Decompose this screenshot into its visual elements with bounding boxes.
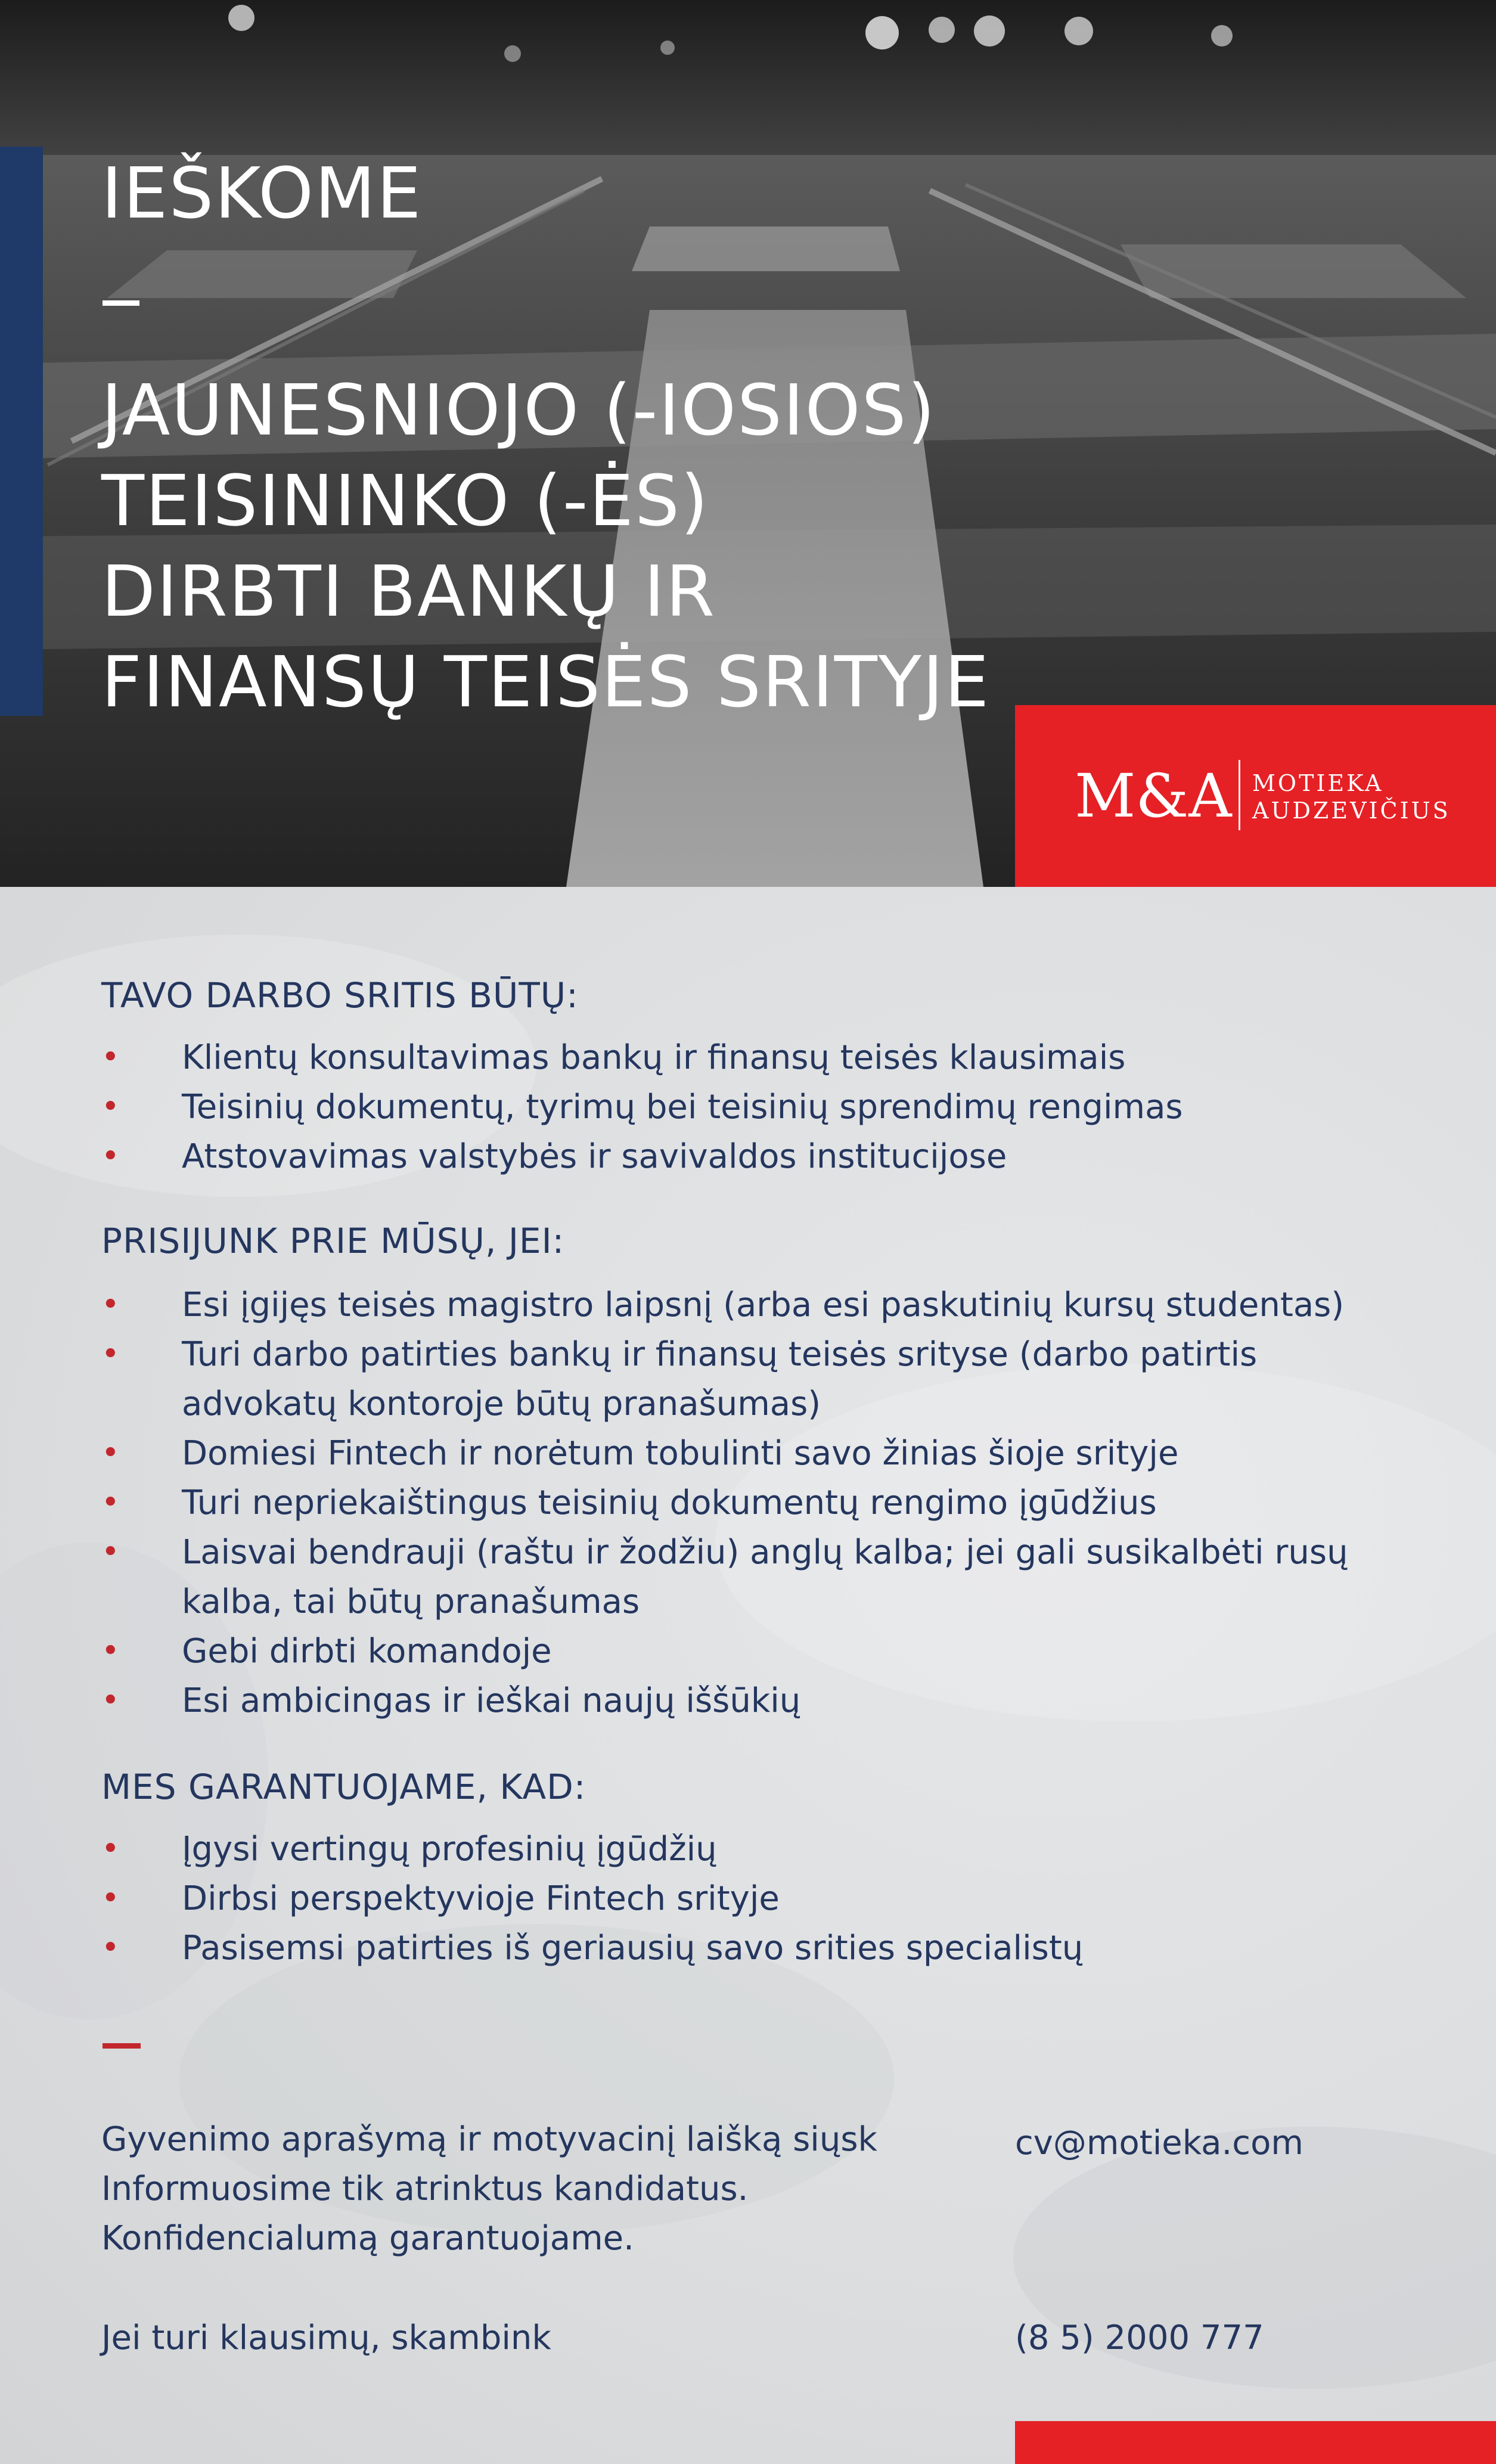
list-item bbox=[101, 1132, 1413, 1181]
logo-mark: M&A bbox=[1075, 761, 1232, 831]
bullet-icon: • bbox=[101, 1683, 120, 1718]
list-item-text: Gebi dirbti komandoje bbox=[182, 1632, 552, 1671]
requirements-list bbox=[101, 1280, 1413, 1726]
list-item-text: Turi darbo patirties bankų ir finansų teisės srityse (darbo patirtis advokatų kontoroje būtų pranašumas) bbox=[182, 1335, 1258, 1423]
confidentiality-note: Konfidencialumą garantuojame. bbox=[101, 2219, 634, 2258]
bullet-icon: • bbox=[101, 1089, 120, 1125]
hero-title-line: TEISININKO (-ĖS) bbox=[101, 460, 709, 542]
job-details bbox=[0, 887, 1496, 2464]
benefits-list bbox=[101, 1824, 1413, 1973]
list-item-text: Turi nepriekaištingus teisinių dokumentų rengimo įgūdžius bbox=[182, 1484, 1157, 1522]
hero-title-line: DIRBTI BANKŲ IR bbox=[101, 550, 716, 632]
list-item-text: Pasisemsi patirties iš geriausių savo srities specialistų bbox=[182, 1929, 1084, 1968]
hero-banner bbox=[0, 0, 1496, 887]
bullet-icon: • bbox=[101, 1138, 120, 1174]
section-heading-requirements: PRISIJUNK PRIE MŪSŲ, JEI: bbox=[101, 1221, 565, 1261]
list-item bbox=[101, 1280, 1413, 1330]
bullet-icon: • bbox=[101, 1930, 120, 1966]
list-item-text: Dirbsi perspektyvioje Fintech srityje bbox=[182, 1879, 780, 1918]
phone-label: Jei turi klausimų, skambink bbox=[101, 2319, 551, 2357]
list-item bbox=[101, 1082, 1413, 1132]
hero-title bbox=[101, 365, 990, 727]
bullet-icon: • bbox=[101, 1287, 120, 1323]
selection-note: Informuosime tik atrinktus kandidatus. bbox=[101, 2170, 749, 2208]
hero-title-line: JAUNESNIOJO (-IOSIOS) bbox=[101, 369, 936, 451]
list-item bbox=[101, 1478, 1413, 1528]
list-item-text: Esi įgijęs teisės magistro laipsnį (arba esi paskutinių kursų studentas) bbox=[182, 1286, 1345, 1324]
list-item-text: Atstovavimas valstybės ir savivaldos institucijose bbox=[182, 1137, 1007, 1176]
section-divider-dash bbox=[103, 2043, 141, 2049]
bullet-icon: • bbox=[101, 1435, 120, 1471]
accent-bar bbox=[0, 147, 43, 716]
logo-name-line1: MOTIEKA bbox=[1252, 770, 1384, 796]
bullet-icon: • bbox=[101, 1336, 120, 1372]
section-heading-benefits: MES GARANTUOJAME, KAD: bbox=[101, 1767, 586, 1807]
hero-kicker: IEŠKOME bbox=[101, 152, 423, 234]
list-item bbox=[101, 1429, 1413, 1478]
bullet-icon: • bbox=[101, 1880, 120, 1916]
bullet-icon: • bbox=[101, 1633, 120, 1669]
list-item bbox=[101, 1676, 1413, 1726]
bottom-accent-bar bbox=[1015, 2421, 1496, 2464]
list-item-text: Įgysi vertingų profesinių įgūdžių bbox=[182, 1830, 717, 1869]
logo-divider bbox=[1239, 760, 1240, 830]
phone-number[interactable]: (8 5) 2000 777 bbox=[1015, 2319, 1264, 2357]
list-item bbox=[101, 1528, 1421, 1627]
list-item bbox=[101, 1923, 1413, 1973]
section-heading-duties: TAVO DARBO SRITIS BŪTŲ: bbox=[101, 975, 579, 1016]
hero-dash bbox=[103, 300, 139, 306]
list-item-text: Domiesi Fintech ir norėtum tobulinti savo žinias šioje srityje bbox=[182, 1434, 1179, 1473]
logo-name-line2: AUDZEVIČIUS bbox=[1252, 797, 1451, 824]
bullet-icon: • bbox=[101, 1534, 120, 1570]
list-item-text: Laisvai bendrauji (raštu ir žodžiu) anglų kalba; jei gali susikalbėti rusų kalba, tai būtų pranašumas bbox=[182, 1533, 1348, 1621]
list-item-text: Klientų konsultavimas bankų ir finansų teisės klausimais bbox=[182, 1038, 1126, 1077]
company-logo bbox=[1015, 705, 1496, 887]
bullet-icon: • bbox=[101, 1831, 120, 1867]
logo-name bbox=[1252, 769, 1451, 824]
list-item bbox=[101, 1874, 1413, 1923]
hero-title-line: FINANSŲ TEISĖS SRITYJE bbox=[101, 641, 991, 723]
list-item-text: Teisinių dokumentų, tyrimų bei teisinių sprendimų rengimas bbox=[182, 1088, 1183, 1127]
list-item bbox=[101, 1627, 1413, 1676]
email-link[interactable]: cv@motieka.com bbox=[1015, 2124, 1303, 2162]
duties-list bbox=[101, 1033, 1413, 1181]
list-item bbox=[101, 1033, 1413, 1082]
list-item bbox=[101, 1330, 1398, 1429]
list-item bbox=[101, 1824, 1413, 1874]
list-item-text: Esi ambicingas ir ieškai naujų iššūkių bbox=[182, 1681, 801, 1720]
bullet-icon: • bbox=[101, 1485, 120, 1520]
cv-instruction: Gyvenimo aprašymą ir motyvacinį laišką siųsk bbox=[101, 2120, 877, 2159]
bullet-icon: • bbox=[101, 1039, 120, 1075]
